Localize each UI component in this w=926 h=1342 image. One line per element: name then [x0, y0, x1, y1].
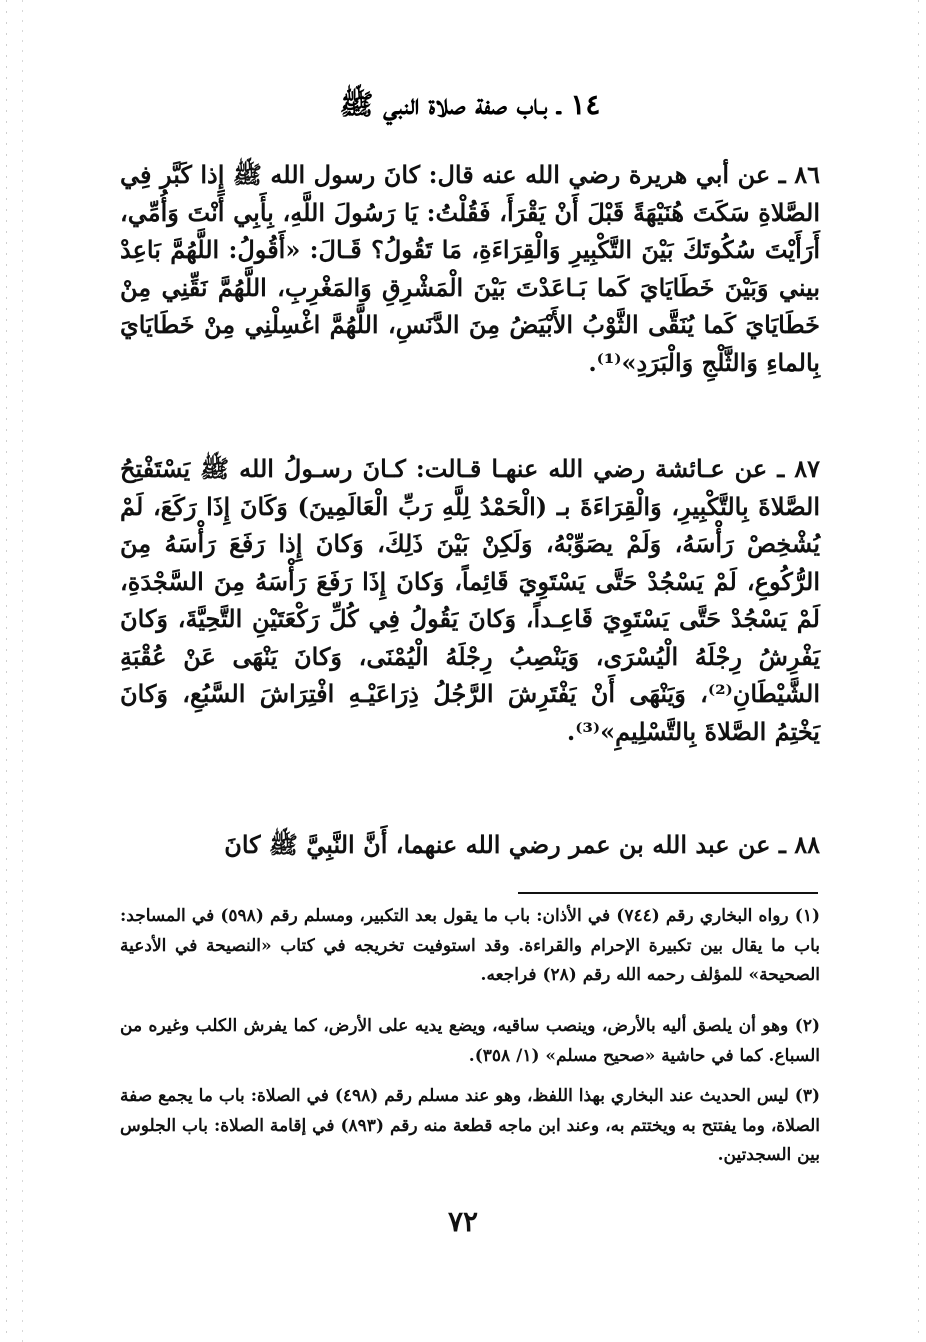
footnote-3: (٣) ليس الحديث عند البخاري بهذا اللفظ، وهو عند مسلم رقم (٤٩٨) في الصلاة: باب ما يجمع صفة الصلاة، وما يفتتح به ويختتم به، وعند ابن ماجه قطعة منه رقم (٨٩٣) في إقامة الصلاة: باب الجلوس بين السجدتين.: [120, 1086, 821, 1165]
margin-dots-left: [6, 0, 7, 1342]
footnote-separator: [518, 892, 818, 894]
page-number: ٧٢: [447, 1205, 479, 1238]
footnote-1: (١) رواه البخاري رقم (٧٤٤) في الأذان: باب ما يقول بعد التكبير، ومسلم رقم (٥٩٨) في المساجد: باب ما يقال بين تكبيرة الإحرام والقراءة. وقد استوفيت تخريجه في كتاب «النصيحة في الأدعية الصحيحة» للمؤلف رحمه الله رقم (٢٨) فراجعه.: [120, 906, 820, 985]
hadith-88: ٨٨ ـ عن عبد الله بن عمر رضي الله عنهما، أَنَّ النَّبِيَّ ﷺ كانَ: [224, 830, 820, 859]
hadith-86: ٨٦ ـ عن أبي هريرة رضي الله عنه قال: كانَ رسول الله ﷺ إِذا كَبَّر فِي الصَّلاةِ سَكَتَ هُنَيْهَةً قَبْلَ أَنْ يَقْرَأَ، فَقُلْتُ: يَا رَسُولَ اللَّهِ، بِأَبِي أَنْتَ وَأُمِّي، أَرَأَيْتَ سُكُوتَكَ بَيْنَ التَّكْبِيرِ وَالْقِرَاءَةِ، مَا تَقُولُ؟ قَـالَ: «أَقُولُ: اللَّهُمَّ بَاعِدْ بيني وَبَيْنَ خَطَايَايَ كَما بَـاعَدْتَ بَيْنَ الْمَشْرِقِ وَالمَغْرِبِ، اللَّهُمَّ نَقِّنِي مِنْ خَطَايَايَ كَما يُنَقَّى الثَّوْبُ الأَبْيَضُ مِنَ الدَّنَسِ، اللَّهُمَّ اغْسِلْنِي مِنْ خَطَايَايَ بِالماءِ وَالثَّلْجِ وَالْبَرَدِ»⁽¹⁾.: [120, 160, 821, 377]
footnote-2: (٢) وهو أن يلصق أليه بالأرض، وينصب ساقيه، ويضع يديه على الأرض، كما يفرش الكلب وغيره من السباع. كما في حاشية «صحيح مسلم» (١/ ٣٥٨).: [120, 1016, 820, 1066]
chapter-heading: ١٤ ـ بـاب صفة صلاة النبي ﷺ: [339, 88, 601, 121]
margin-dots-right: [918, 0, 919, 1342]
hadith-87: ٨٧ ـ عن عـائشة رضي الله عنهـا قـالت: كـانَ رسـولُ الله ﷺ يَسْتَفْتِحُ الصَّلاةَ بِالتَّكْبِيرِ، وَالْقِرَاءَةَ بـ (الْحَمْدُ لِلَّهِ رَبِّ الْعَالَمِينَ) وَكَانَ إِذَا رَكَعَ، لَمْ يُشْخِصْ رَأْسَهُ، وَلَمْ يصَوِّبْهُ، وَلَكِنْ بَيْنَ ذَلِكَ، وَكانَ إِذا رَفَعَ رَأْسَهُ مِنَ الرُّكُوعِ، لَمْ يَسْجُدْ حَتَّى يَسْتَوِيَ قَائِماً، وَكانَ إِذَا رَفَعَ رَأْسَهُ مِنَ السَّجْدَةِ، لَمْ يَسْجُدْ حَتَّى يَسْتَوِيَ قَاعِـداً، وَكانَ يَقُولُ فِي كُلِّ رَكْعَتَيْنِ التَّحِيَّةَ، وَكانَ يَفْرِشُ رِجْلَهُ الْيُسْرَى، وَيَنْصِبُ رِجْلَهُ الْيُمْنَى، وَكانَ يَنْهَى عَنْ عُقْبَةِ الشَّيْطَانِ⁽²⁾، وَيَنْهَى أَنْ يَفْتَرِشَ الرَّجُلُ ذِرَاعَيْـهِ افْتِرَاشَ السَّبُعِ، وَكانَ يَخْتِمُ الصَّلاةَ بِالتَّسْلِيمِ»⁽³⁾.: [120, 454, 820, 746]
